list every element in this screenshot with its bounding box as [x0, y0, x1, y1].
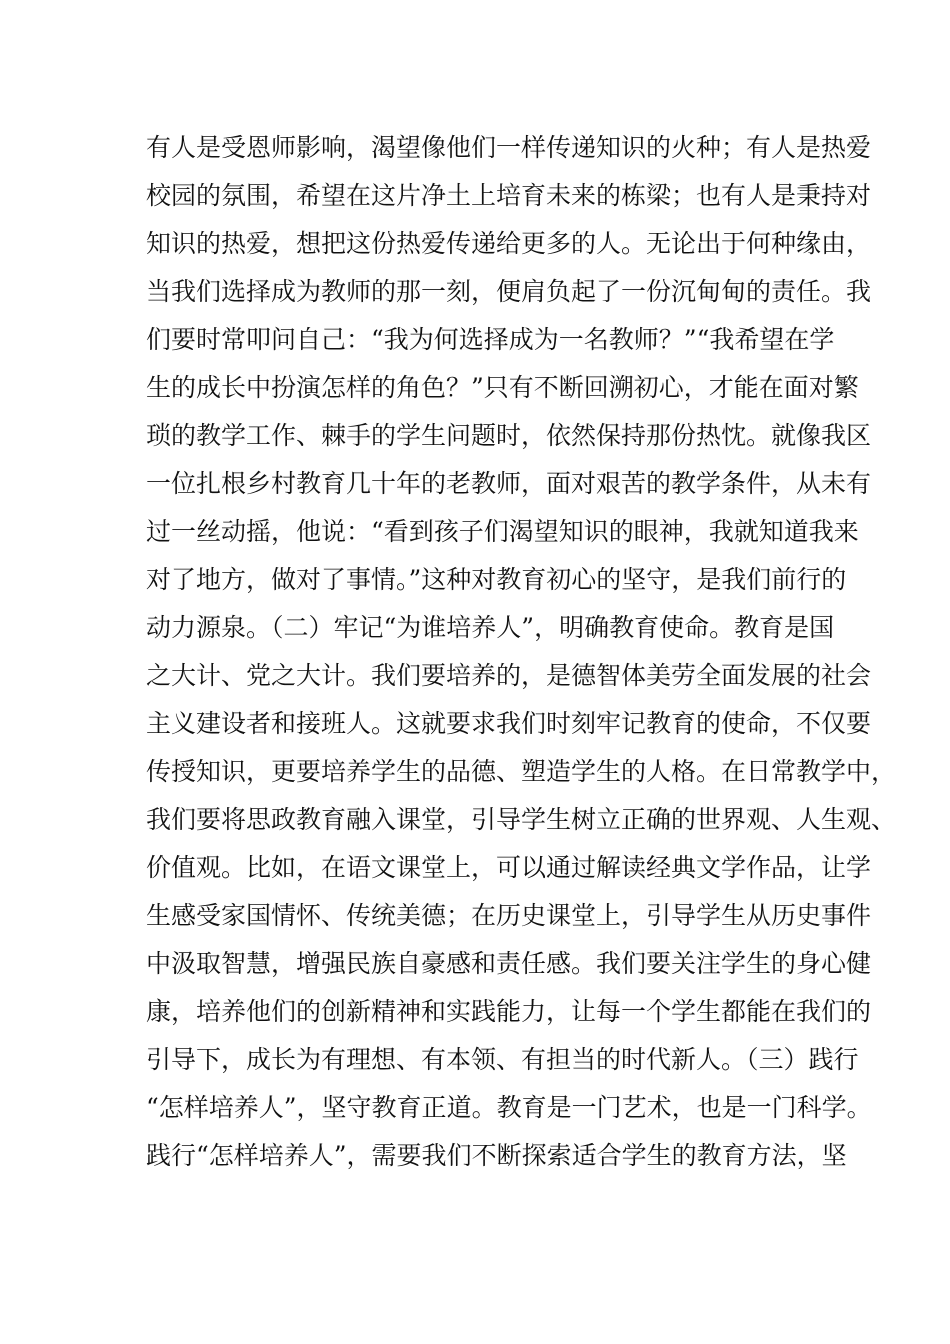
text-line: 我们要将思政教育融入课堂，引导学生树立正确的世界观、人生观、: [146, 805, 897, 834]
text-line: 知识的热爱，想把这份热爱传递给更多的人。无论出于何种缘由，: [146, 229, 872, 258]
text-line: 康，培养他们的创新精神和实践能力，让每一个学生都能在我们的: [146, 997, 872, 1026]
text-line: 们要时常叩问自己：“我为何选择成为一名教师？”“我希望在学: [146, 325, 835, 354]
text-line: 琐的教学工作、棘手的学生问题时，依然保持那份热忱。就像我区: [146, 421, 872, 450]
text-line: “怎样培养人”，坚守教育正道。教育是一门艺术，也是一门科学。: [146, 1093, 872, 1122]
text-line: 践行“怎样培养人”，需要我们不断探索适合学生的教育方法，坚: [146, 1141, 847, 1170]
text-line: 中汲取智慧，增强民族自豪感和责任感。我们要关注学生的身心健: [146, 949, 872, 978]
text-line: 生感受家国情怀、传统美德；在历史课堂上，引导学生从历史事件: [146, 901, 872, 930]
text-line: 当我们选择成为教师的那一刻，便肩负起了一份沉甸甸的责任。我: [146, 277, 872, 306]
text-line: 生的成长中扮演怎样的角色？”只有不断回溯初心，才能在面对繁: [146, 373, 859, 402]
text-line: 校园的氛围，希望在这片净土上培育未来的栋梁；也有人是秉持对: [146, 181, 872, 210]
text-line: 对了地方，做对了事情。”这种对教育初心的坚守，是我们前行的: [146, 565, 847, 594]
text-line: 主义建设者和接班人。这就要求我们时刻牢记教育的使命，不仅要: [146, 709, 872, 738]
text-line: 过一丝动摇，他说：“看到孩子们渴望知识的眼神，我就知道我来: [146, 517, 859, 546]
text-line: 一位扎根乡村教育几十年的老教师，面对艰苦的教学条件，从未有: [146, 469, 872, 498]
text-line: 动力源泉。（二）牢记“为谁培养人”，明确教育使命。教育是国: [146, 613, 835, 642]
text-line: 引导下，成长为有理想、有本领、有担当的时代新人。（三）践行: [146, 1045, 859, 1074]
text-line: 传授知识，更要培养学生的品德、塑造学生的人格。在日常教学中，: [146, 757, 897, 786]
text-line: 有人是受恩师影响，渴望像他们一样传递知识的火种；有人是热爱: [146, 133, 872, 162]
text-line: 之大计、党之大计。我们要培养的，是德智体美劳全面发展的社会: [146, 661, 872, 690]
text-line: 价值观。比如，在语文课堂上，可以通过解读经典文学作品，让学: [146, 853, 872, 882]
